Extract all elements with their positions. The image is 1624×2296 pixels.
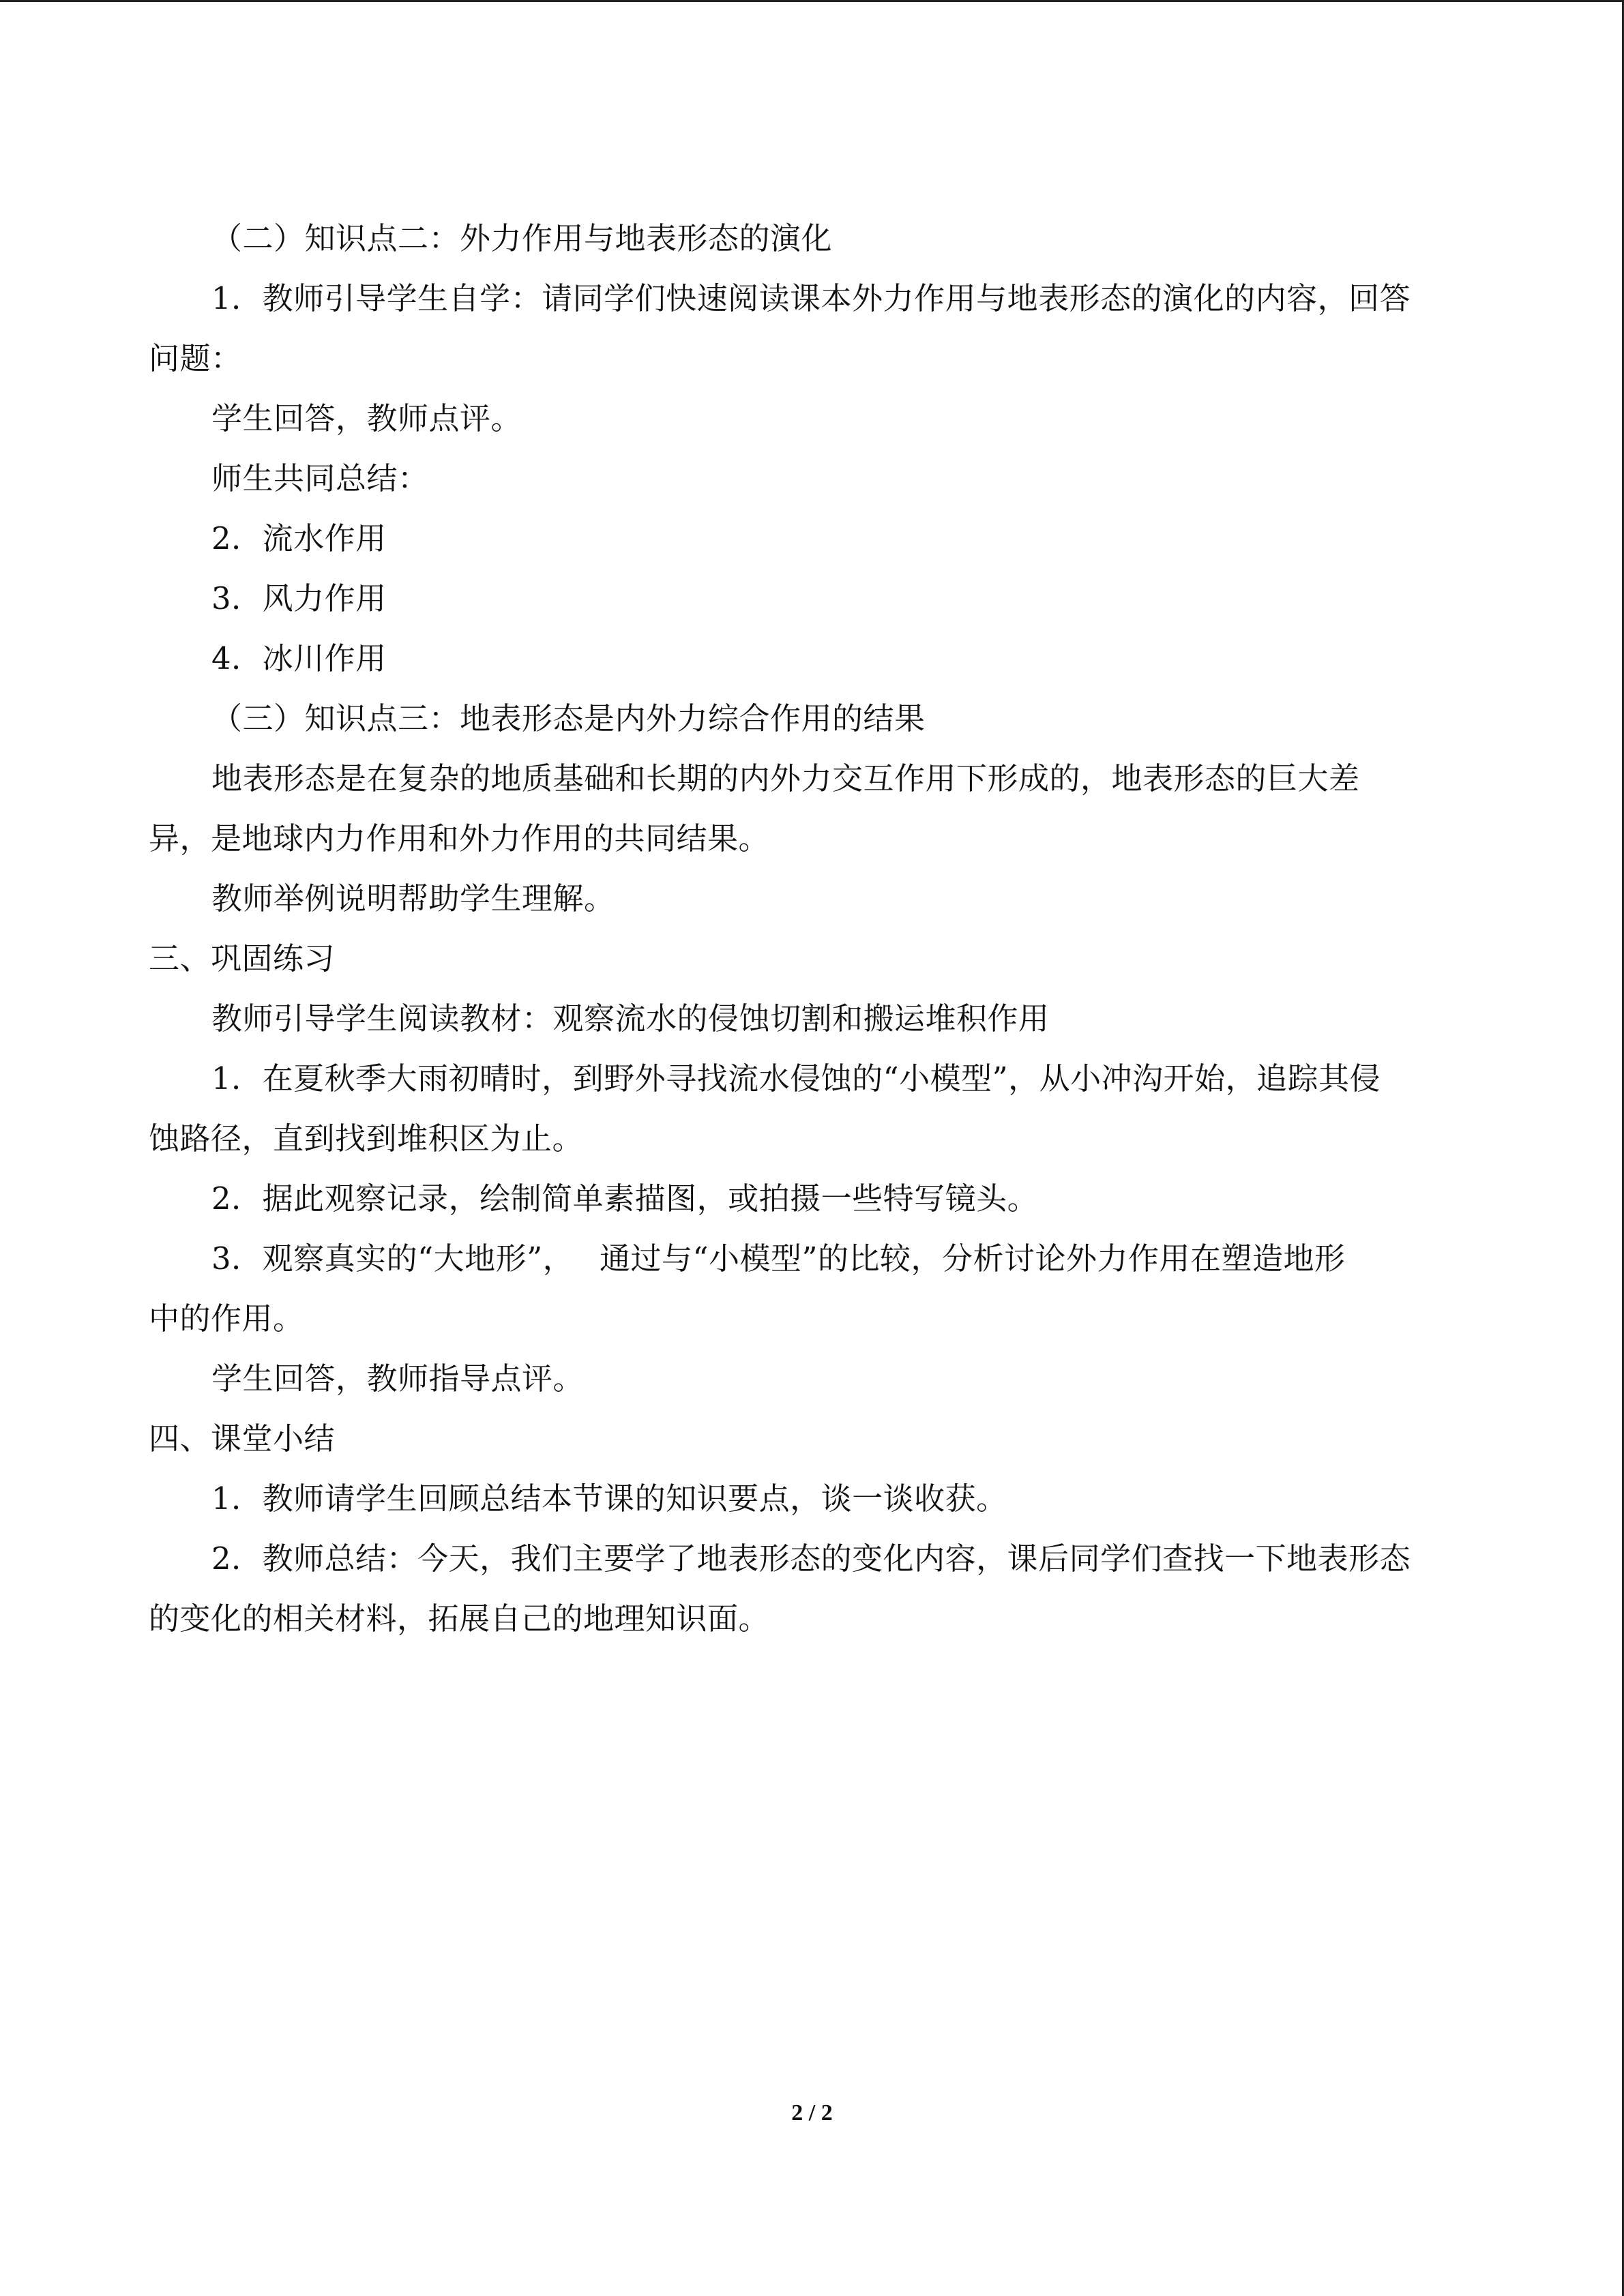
- paragraph-line: 学生回答，教师点评。: [211, 400, 522, 436]
- list-item: 2．据此观察记录，绘制简单素描图，或拍摄一些特写镜头。: [211, 1180, 1039, 1217]
- list-item: 4．冰川作用: [211, 640, 387, 676]
- paragraph-line: 地表形态是在复杂的地质基础和长期的内外力交互作用下形成的，地表形态的巨大差: [211, 760, 1360, 796]
- paragraph-line: 教师引导学生阅读教材：观察流水的侵蚀切割和搬运堆积作用: [211, 1000, 1050, 1037]
- list-item: 2．教师总结：今天，我们主要学了地表形态的变化内容，课后同学们查找一下地表形态: [211, 1540, 1411, 1577]
- paragraph-line: 问题：: [149, 340, 242, 376]
- paragraph-line: 蚀路径，直到找到堆积区为止。: [149, 1120, 584, 1157]
- list-item: 1．在夏秋季大雨初晴时，到野外寻找流水侵蚀的“小模型”，从小冲沟开始，追踪其侵: [211, 1060, 1381, 1097]
- page-border-top: [0, 0, 1624, 2]
- section-heading-practice: 三、巩固练习: [149, 940, 336, 976]
- document-body: [149, 209, 1474, 1649]
- paragraph-line: 1．教师引导学生自学：请同学们快速阅读课本外力作用与地表形态的演化的内容，回答: [211, 280, 1411, 316]
- paragraph-line: 中的作用。: [149, 1300, 304, 1337]
- section-heading-knowledge-2: （二）知识点二：外力作用与地表形态的演化: [211, 220, 833, 256]
- section-heading-knowledge-3: （三）知识点三：地表形态是内外力综合作用的结果: [211, 700, 926, 736]
- list-item: 3．风力作用: [211, 580, 387, 616]
- paragraph-line: 学生回答，教师指导点评。: [211, 1360, 585, 1397]
- list-item: 1．教师请学生回顾总结本节课的知识要点，谈一谈收获。: [211, 1480, 1007, 1517]
- paragraph-line: 教师举例说明帮助学生理解。: [211, 880, 615, 916]
- paragraph-line: 异，是地球内力作用和外力作用的共同结果。: [149, 820, 770, 856]
- page-number: 2 / 2: [791, 2100, 833, 2126]
- paragraph-line: 师生共同总结：: [211, 460, 429, 496]
- paragraph-line: 的变化的相关材料，拓展自己的地理知识面。: [149, 1600, 770, 1637]
- list-item: 3．观察真实的“大地形”， 通过与“小模型”的比较，分析讨论外力作用在塑造地形: [211, 1240, 1346, 1277]
- section-heading-summary: 四、课堂小结: [149, 1420, 336, 1457]
- list-item: 2．流水作用: [211, 520, 387, 556]
